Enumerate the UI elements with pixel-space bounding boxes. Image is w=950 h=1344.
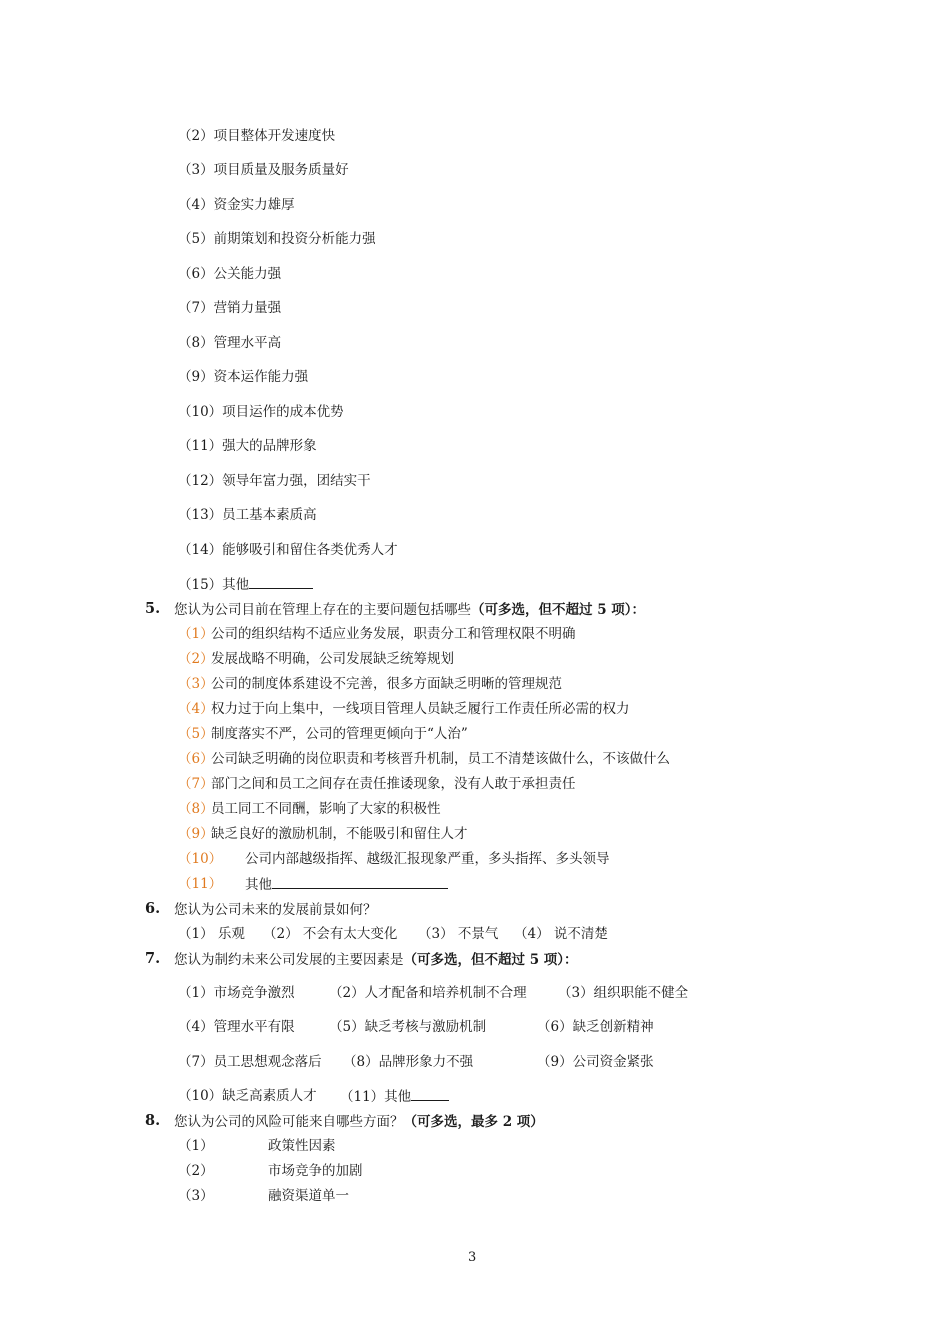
- q5-option-text: 公司的制度体系建设不完善，很多方面缺乏明晰的管理规范: [211, 676, 562, 692]
- q6-option: （1） 乐观: [178, 926, 245, 942]
- q4-other-label: （15）其他: [178, 577, 250, 593]
- q5-other-text: 其他: [245, 877, 272, 893]
- q6-option: （2） 不会有太大变化: [263, 926, 398, 942]
- q5-option-label: （2）: [178, 651, 214, 667]
- q8-option-label: （2）: [178, 1163, 214, 1179]
- q5-option-label: （8）: [178, 801, 214, 817]
- q7-option: （2）人才配备和培养机制不合理: [329, 985, 527, 1001]
- q8-option-text: 融资渠道单一: [268, 1188, 349, 1204]
- q5-question: [174, 601, 645, 619]
- q5-option-label: （7）: [178, 776, 214, 792]
- q4-option: （12）领导年富力强，团结实干: [178, 473, 371, 489]
- q5-option-text: 制度落实不严，公司的管理更倾向于“人治”: [211, 726, 468, 742]
- q6-option: （3） 不景气: [418, 926, 499, 942]
- q5-option-text: 公司内部越级指挥、越级汇报现象严重，多头指挥、多头领导: [245, 851, 610, 867]
- q4-option: （14）能够吸引和留住各类优秀人才: [178, 542, 398, 558]
- q5-other-blank[interactable]: [272, 875, 448, 889]
- q7-option: （1）市场竞争激烈: [178, 985, 295, 1001]
- q4-option: （2）项目整体开发速度快: [178, 128, 336, 144]
- q7-option: （10）缺乏高素质人才: [178, 1088, 317, 1104]
- q5-option-text: 发展战略不明确，公司发展缺乏统筹规划: [211, 651, 454, 667]
- q5-option-label: （9）: [178, 826, 214, 842]
- q5-option-text: 公司缺乏明确的岗位职责和考核晋升机制，员工不清楚该做什么，不该做什么: [211, 751, 670, 767]
- q4-option: （4）资金实力雄厚: [178, 197, 295, 213]
- q4-option: （7）营销力量强: [178, 300, 282, 316]
- q7-other-text: （11）其他: [340, 1089, 412, 1105]
- q5-option-text: 部门之间和员工之间存在责任推诿现象，没有人敢于承担责任: [211, 776, 576, 792]
- q7-option: （5）缺乏考核与激励机制: [329, 1019, 487, 1035]
- q7-question: [174, 951, 578, 969]
- q4-option: （6）公关能力强: [178, 266, 282, 282]
- q4-option-other: [178, 575, 313, 594]
- q8-text: 您认为公司的风险可能来自哪些方面？: [174, 1114, 404, 1130]
- q7-option: （4）管理水平有限: [178, 1019, 295, 1035]
- q5-option-text: 缺乏良好的激励机制，不能吸引和留住人才: [211, 826, 468, 842]
- q8-number: 8.: [145, 1112, 161, 1129]
- q5-option-label: （1）: [178, 626, 214, 642]
- q8-note: （可多选，最多 2 项）: [403, 1114, 544, 1130]
- q8-option-text: 政策性因素: [268, 1138, 336, 1154]
- q8-option-text: 市场竞争的加剧: [268, 1163, 363, 1179]
- q7-number: 7.: [145, 950, 161, 967]
- q5-option-text: 员工同工不同酬，影响了大家的积极性: [211, 801, 441, 817]
- q7-option-other: [340, 1087, 449, 1106]
- q5-option-label: （4）: [178, 701, 214, 717]
- q5-option-label: （6）: [178, 751, 214, 767]
- q5-option-label: （10）: [178, 851, 223, 867]
- q7-other-blank[interactable]: [411, 1087, 449, 1101]
- q6-number: 6.: [145, 900, 161, 917]
- q4-option: （11）强大的品牌形象: [178, 438, 317, 454]
- q7-note: （可多选，但不超过 5 项）：: [403, 952, 578, 968]
- q5-option-label: （11）: [178, 876, 223, 892]
- q4-other-blank[interactable]: [249, 575, 313, 589]
- q5-option-label: （5）: [178, 726, 214, 742]
- q5-option-text: 公司的组织结构不适应业务发展，职责分工和管理权限不明确: [211, 626, 576, 642]
- q7-option: （8）品牌形象力不强: [343, 1054, 474, 1070]
- q7-text: 您认为制约未来公司发展的主要因素是: [174, 952, 404, 968]
- q4-option: （8）管理水平高: [178, 335, 282, 351]
- q4-option: （13）员工基本素质高: [178, 507, 317, 523]
- q4-option: （9）资本运作能力强: [178, 369, 309, 385]
- q4-option: （5）前期策划和投资分析能力强: [178, 231, 376, 247]
- q5-note: （可多选，但不超过 5 项）：: [471, 602, 646, 618]
- q5-number: 5.: [145, 600, 161, 617]
- q7-option: （9）公司资金紧张: [537, 1054, 654, 1070]
- q5-option-label: （3）: [178, 676, 214, 692]
- q5-text: 您认为公司目前在管理上存在的主要问题包括哪些: [174, 602, 471, 618]
- q7-option: （3）组织职能不健全: [558, 985, 689, 1001]
- q6-option: （4） 说不清楚: [514, 926, 608, 942]
- q7-option: （7）员工思想观念落后: [178, 1054, 322, 1070]
- q8-option-label: （3）: [178, 1188, 214, 1204]
- q5-option-text: 权力过于向上集中，一线项目管理人员缺乏履行工作责任所必需的权力: [211, 701, 630, 717]
- q4-option: （3）项目质量及服务质量好: [178, 162, 349, 178]
- q6-text: 您认为公司未来的发展前景如何？: [174, 902, 377, 918]
- q7-option: （6）缺乏创新精神: [537, 1019, 654, 1035]
- page-number: 3: [468, 1250, 477, 1265]
- q4-option: （10）项目运作的成本优势: [178, 404, 344, 420]
- q5-option-other: [245, 875, 448, 894]
- q8-question: [174, 1113, 544, 1131]
- q8-option-label: （1）: [178, 1138, 214, 1154]
